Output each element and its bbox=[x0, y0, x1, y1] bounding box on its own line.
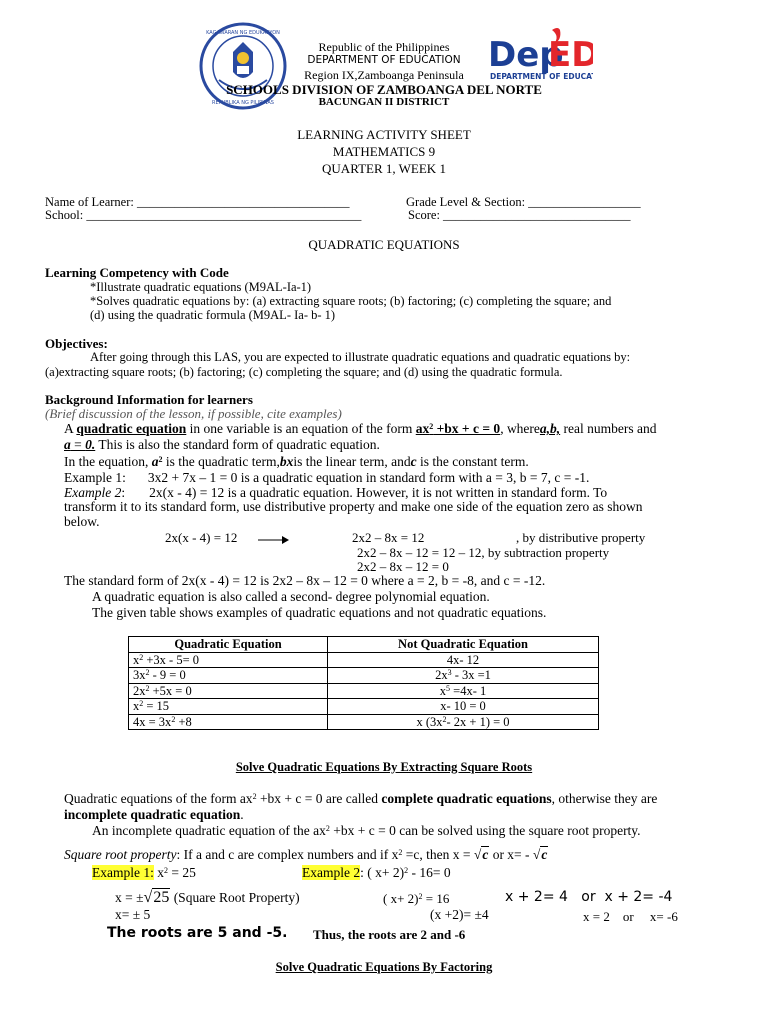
competency-item-2: *Solves quadratic equations by: (a) extracting square roots; (b) factoring; (c) completing the square; and bbox=[90, 294, 612, 308]
field-school: School: ____________________________________________ bbox=[45, 208, 362, 222]
field-grade: Grade Level & Section: __________________ bbox=[406, 195, 641, 209]
objectives-line-1: After going through this LAS, you are expected to illustrate quadratic equations and quadratic equations by: bbox=[90, 350, 631, 364]
header-region: Region IX,Zamboanga Peninsula bbox=[304, 68, 464, 82]
table-cell-not-quadratic: 4x- 12 bbox=[328, 652, 599, 668]
table-header-not-quadratic: Not Quadratic Equation bbox=[328, 637, 599, 653]
table-cell-quadratic: $x^2 +3x - 5= 0$ bbox=[129, 652, 328, 668]
table-row bbox=[129, 683, 599, 699]
solution-1-step-2: x= ± 5 bbox=[115, 907, 151, 922]
header-district: BACUNGAN II DISTRICT bbox=[318, 96, 450, 108]
table-cell-not-quadratic: $x^5 =4x-$ 1 bbox=[328, 683, 599, 699]
table-cell-quadratic: $3x^2 - 9 = 0$ bbox=[129, 668, 328, 684]
table-cell-quadratic: $2x^2 +5x = 0$ bbox=[129, 683, 328, 699]
competency-item-2b: (d) using the quadratic formula (M9AL- Ia- b- 1) bbox=[90, 308, 336, 322]
roots-statement-1: The roots are 5 and -5. bbox=[107, 925, 288, 941]
title-subject: MATHEMATICS 9 bbox=[332, 144, 436, 159]
standard-form-line: The standard form of 2x(x - 4) = 12 is 2x2 – 8x – 12 = 0 where a = 2, b = -8, and c = -12. bbox=[64, 573, 546, 588]
sqrt-25: √25 bbox=[143, 889, 170, 906]
extract-line-1: Quadratic equations of the form $ax^2 +bx + c = 0$ are called complete quadratic equations, otherwise they are bbox=[64, 791, 658, 806]
definition-line-1: A quadratic equation in one variable is an equation of the form $ax^2 +bx + c = 0$, wherea,b, real numbers and bbox=[64, 421, 657, 436]
table-row bbox=[129, 668, 599, 684]
table-row bbox=[129, 699, 599, 715]
arrow-icon bbox=[258, 532, 290, 550]
square-root-property: Square root property: If a and c are complex numbers and if $x^2 =c$, then x = √c or x= - √c bbox=[64, 847, 548, 862]
solution-1-step-1: x = ±√25 (Square Root Property) bbox=[115, 889, 300, 906]
extract-example-2: Example 2: ( x+ 2)$^2$ - 16= 0 bbox=[302, 865, 451, 880]
svg-text:DEPARTMENT OF EDUCATION: DEPARTMENT OF EDUCA bbox=[490, 72, 592, 81]
quadratic-examples-table bbox=[128, 636, 599, 730]
second-degree-line: A quadratic equation is also called a second- degree polynomial equation. bbox=[92, 589, 490, 604]
step-original: 2x(x - 4) = 12 bbox=[165, 530, 238, 545]
solution-2-step-2: x + 2= 4 or x + 2= -4 bbox=[505, 889, 673, 905]
objectives-heading: Objectives: bbox=[45, 336, 108, 351]
svg-text:Dep: Dep bbox=[488, 35, 564, 75]
example-2: Example 2: 2x(x - 4) = 12 is a quadratic equation. However, it is not written in standard form. To bbox=[64, 485, 608, 500]
roots-statement-2: Thus, the roots are 2 and -6 bbox=[313, 927, 466, 942]
header-department: DEPARTMENT OF EDUCATION bbox=[307, 54, 461, 66]
factoring-heading: Solve Quadratic Equations By Factoring bbox=[275, 960, 493, 974]
competency-heading: Learning Competency with Code bbox=[45, 265, 229, 280]
definition-line-2: a = 0. This is also the standard form of quadratic equation. bbox=[64, 437, 380, 452]
svg-text:KAGAWARAN NG EDUKASYON: KAGAWARAN NG EDUKASYON bbox=[206, 30, 280, 36]
background-subheading: (Brief discussion of the lesson, if possible, cite examples) bbox=[45, 406, 342, 421]
table-intro-line: The given table shows examples of quadratic equations and not quadratic equations. bbox=[92, 605, 547, 620]
table-header-row bbox=[129, 637, 599, 653]
example-1: Example 1: 3x2 + 7x – 1 = 0 is a quadratic equation in standard form with a = 3, b = 7, c = -1. bbox=[64, 470, 590, 485]
table-cell-quadratic: $x^2 = 15$ bbox=[129, 699, 328, 715]
svg-text:ED: ED bbox=[548, 35, 593, 75]
example-2-line-3: below. bbox=[64, 514, 100, 529]
example-2-line-2: transform it to its standard form, use distributive property and make one side of the equation zero as shown bbox=[64, 499, 643, 514]
objectives-line-2: (a)extracting square roots; (b) factoring; (c) completing the square; and (d) using the quadratic formula. bbox=[45, 365, 563, 379]
solution-2-step-4: x = 2 or x= -6 bbox=[583, 909, 678, 924]
title-las: LEARNING ACTIVITY SHEET bbox=[297, 127, 471, 142]
extract-line-3: An incomplete quadratic equation of the $ax^2 +bx + c = 0$ can be solved using the square root property. bbox=[92, 823, 641, 838]
competency-item-1: *Illustrate quadratic equations (M9AL-Ia-1) bbox=[90, 280, 312, 294]
step-2: 2x2 – 8x – 12 = 12 – 12, by subtraction property bbox=[357, 545, 610, 560]
step-1-note: , by distributive property bbox=[516, 530, 646, 545]
extract-example-1: Example 1: $x^2 = 25$ bbox=[92, 865, 196, 880]
extracting-heading: Solve Quadratic Equations By Extracting Square Roots bbox=[235, 760, 533, 774]
table-row bbox=[129, 652, 599, 668]
table-cell-not-quadratic: x ($3x^2-$ 2x + 1) = 0 bbox=[328, 714, 599, 730]
table-row bbox=[129, 714, 599, 730]
sqrt-c-neg: √c bbox=[532, 847, 548, 862]
header-republic: Republic of the Philippines bbox=[318, 40, 450, 54]
topic-title: QUADRATIC EQUATIONS bbox=[308, 237, 460, 252]
table-cell-not-quadratic: x- 10 = 0 bbox=[328, 699, 599, 715]
solution-2-step-1: ( x+ 2)$^2$ = 16 bbox=[383, 891, 450, 906]
header-division: SCHOOLS DIVISION OF ZAMBOANGA DEL NORTE bbox=[226, 82, 542, 97]
step-1: 2x2 – 8x = 12 bbox=[352, 530, 425, 545]
sqrt-c: √c bbox=[473, 847, 489, 862]
svg-text:REPUBLIKA NG PILIPINAS: REPUBLIKA NG PILIPINAS bbox=[212, 100, 274, 106]
table-cell-quadratic: $4x = 3x^2 +8$ bbox=[129, 714, 328, 730]
solution-2-step-3: (x +2)= ±4 bbox=[430, 907, 489, 922]
field-score: Score: ______________________________ bbox=[408, 208, 631, 222]
background-heading: Background Information for learners bbox=[45, 392, 253, 407]
step-3: 2x2 – 8x – 12 = 0 bbox=[357, 559, 449, 574]
title-quarter: QUARTER 1, WEEK 1 bbox=[322, 161, 446, 176]
table-header-quadratic: Quadratic Equation bbox=[129, 637, 328, 653]
table-cell-not-quadratic: $2x^3 - 3x =1$ bbox=[328, 668, 599, 684]
extract-line-2: incomplete quadratic equation. bbox=[64, 807, 244, 822]
field-name: Name of Learner: __________________________________ bbox=[45, 195, 350, 209]
terms-line: In the equation, $a^2$ is the quadratic term,bxis the linear term, andc is the constant term. bbox=[64, 454, 529, 469]
